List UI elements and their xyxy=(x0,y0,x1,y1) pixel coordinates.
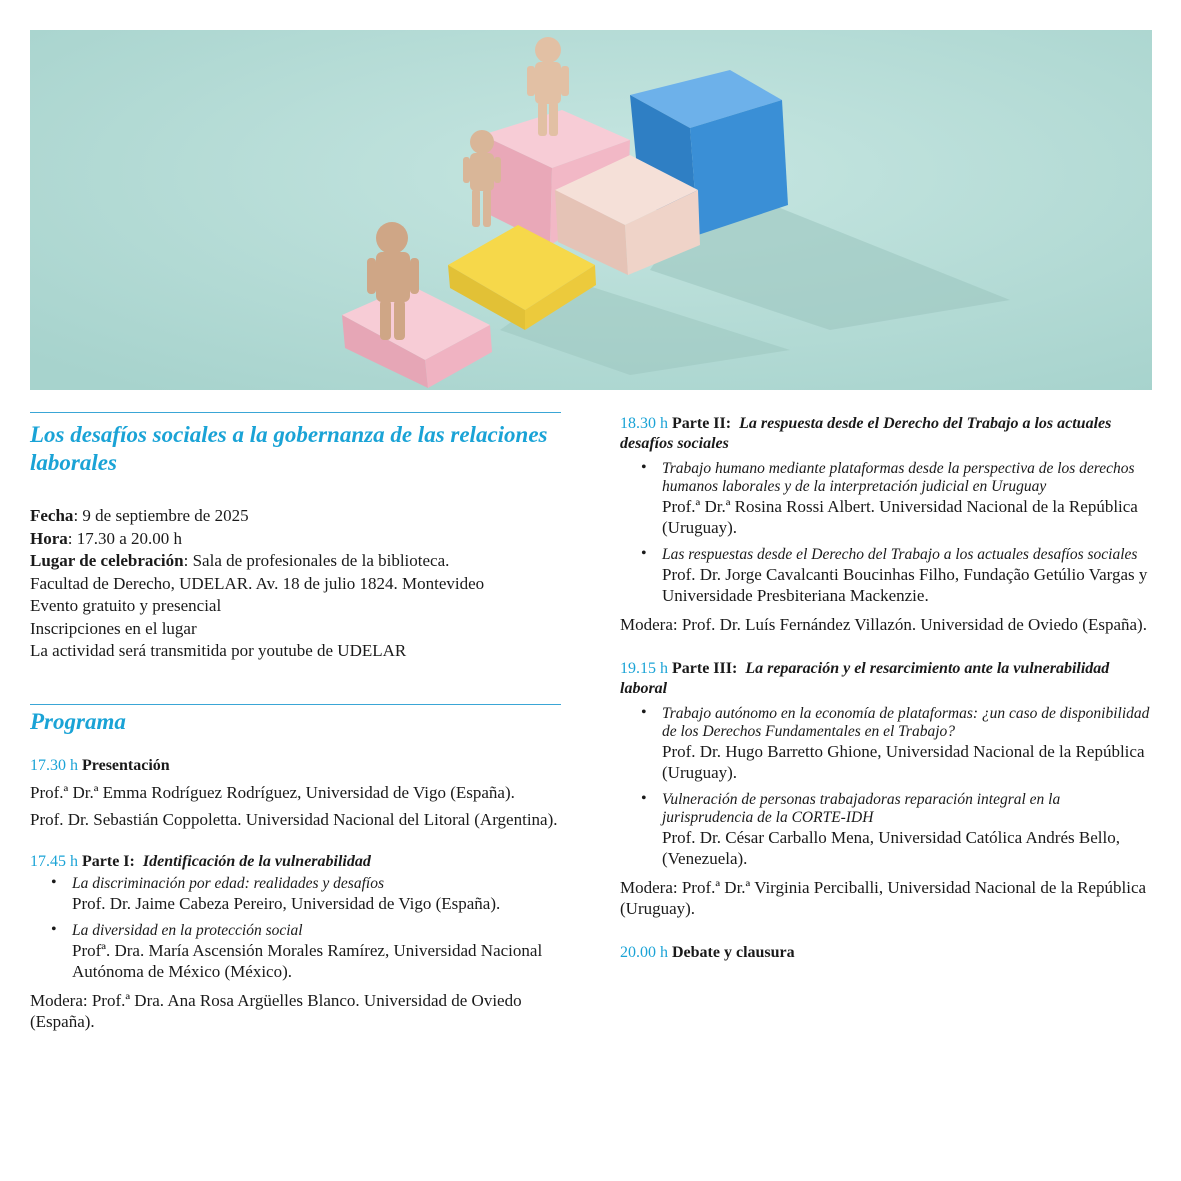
fecha-value: : 9 de septiembre de 2025 xyxy=(73,506,249,525)
presentacion-head xyxy=(30,756,561,776)
talk-title: • Vulneración de personas trabajadoras reparación integral en la jurisprudencia de la CORTE-IDH xyxy=(662,791,1061,826)
free-line: Evento gratuito y presencial xyxy=(30,596,222,615)
parte3-head xyxy=(620,659,1155,699)
list-item xyxy=(72,922,561,982)
parte2-block xyxy=(620,414,1155,635)
parte2-time: 18.30 h xyxy=(620,415,668,432)
parte2-moderator: Modera: Prof. Dr. Luís Fernández Villazón. Universidad de Oviedo (España). xyxy=(620,615,1147,634)
talk-speaker: Prof. Dr. Jorge Cavalcanti Boucinhas Filho, Fundação Getúlio Vargas y Universidade Presbiteriana Mackenzie. xyxy=(662,565,1148,605)
parte2-talks xyxy=(620,460,1155,606)
parte2-head xyxy=(620,414,1155,454)
lugar-value: : Sala de profesionales de la biblioteca. xyxy=(183,551,450,570)
presentacion-time: 17.30 h xyxy=(30,756,78,774)
list-item xyxy=(662,460,1155,538)
parte3-talks xyxy=(620,705,1155,869)
talk-title: • La discriminación por edad: realidades y desafíos xyxy=(72,874,384,892)
presentacion-speaker: Prof.ª Dr.ª Emma Rodríguez Rodríguez, Universidad de Vigo (España). xyxy=(30,782,515,802)
talk-title: • Las respuestas desde el Derecho del Trabajo a los actuales desafíos sociales xyxy=(662,546,1138,563)
list-item xyxy=(662,791,1155,869)
hora-label: Hora xyxy=(30,528,68,548)
left-column xyxy=(30,412,561,1032)
talk-speaker: Prof. Dr. Jaime Cabeza Pereiro, Universidad de Vigo (España). xyxy=(72,893,501,913)
talk-speaker: Prof. Dr. César Carballo Mena, Universidad Católica Andrés Bello, (Venezuela). xyxy=(662,828,1120,868)
parte1-time: 17.45 h xyxy=(30,852,78,870)
talk-speaker: Prof. Dr. Hugo Barretto Ghione, Universidad Nacional de la República (Uruguay). xyxy=(662,742,1145,782)
hora-value: : 17.30 a 20.00 h xyxy=(67,528,183,548)
hora-line xyxy=(30,528,561,551)
talk-title: • Trabajo humano mediante plataformas desde la perspectiva de los derechos humanos laborales y de la interpretación judicial en Uruguay xyxy=(662,460,1135,495)
event-info xyxy=(30,505,561,663)
presentacion-block xyxy=(30,756,561,830)
programa-title: Programa xyxy=(30,708,126,734)
parte2-title: La respuesta desde el Derecho del Trabajo a los actuales desafíos sociales xyxy=(620,415,1112,452)
parte1-moderator: Modera: Prof.ª Dra. Ana Rosa Argüelles Blanco. Universidad de Oviedo (España). xyxy=(30,990,522,1031)
parte3-moderator: Modera: Prof.ª Dr.ª Virginia Perciballi, Universidad Nacional de la República (Uruguay). xyxy=(620,878,1147,918)
fecha-line xyxy=(30,505,561,528)
registration-line: Inscripciones en el lugar xyxy=(30,618,197,638)
right-column xyxy=(620,414,1155,963)
clausura-block xyxy=(620,943,1155,963)
parte1-talks xyxy=(30,875,561,982)
talk-title: • Trabajo autónomo en la economía de plataformas: ¿un caso de disponibilidad de los Derechos Fundamentales en el Trabajo? xyxy=(662,705,1150,740)
lugar-line xyxy=(30,550,561,573)
clausura-head xyxy=(620,943,1155,963)
presentacion-label: Presentación xyxy=(82,756,170,774)
clausura-time: 20.00 h xyxy=(620,944,668,961)
parte1-head xyxy=(30,852,561,872)
parte1-label: Parte I: xyxy=(82,852,135,870)
parte1-title: Identificación de la vulnerabilidad xyxy=(142,852,371,870)
parte3-title: La reparación y el resarcimiento ante la vulnerabilidad laboral xyxy=(620,660,1110,697)
divider xyxy=(30,704,561,705)
event-title: Los desafíos sociales a la gobernanza de las relaciones laborales xyxy=(30,422,548,475)
parte2-label: Parte II: xyxy=(672,415,732,432)
hero-image xyxy=(30,30,1152,390)
parte3-label: Parte III: xyxy=(672,660,738,677)
divider xyxy=(30,412,561,413)
clausura-label: Debate y clausura xyxy=(672,944,795,961)
parte1-block xyxy=(30,852,561,1032)
talk-speaker: Profª. Dra. María Ascensión Morales Ramírez, Universidad Nacional Autónoma de México (México). xyxy=(72,940,543,981)
presentacion-speaker: Prof. Dr. Sebastián Coppoletta. Universidad Nacional del Litoral (Argentina). xyxy=(30,809,558,829)
list-item xyxy=(662,546,1155,606)
address-line: Facultad de Derecho, UDELAR. Av. 18 de julio 1824. Montevideo xyxy=(30,573,485,593)
fecha-label: Fecha xyxy=(30,506,74,525)
talk-title: • La diversidad en la protección social xyxy=(72,921,303,939)
talk-speaker: Prof.ª Dr.ª Rosina Rossi Albert. Universidad Nacional de la República (Uruguay). xyxy=(662,497,1138,537)
list-item xyxy=(72,875,561,914)
parte3-block xyxy=(620,659,1155,919)
lugar-label: Lugar de celebración xyxy=(30,551,184,570)
stream-line: La actividad será transmitida por youtube de UDELAR xyxy=(30,641,407,660)
parte3-time: 19.15 h xyxy=(620,660,668,677)
list-item xyxy=(662,705,1155,783)
